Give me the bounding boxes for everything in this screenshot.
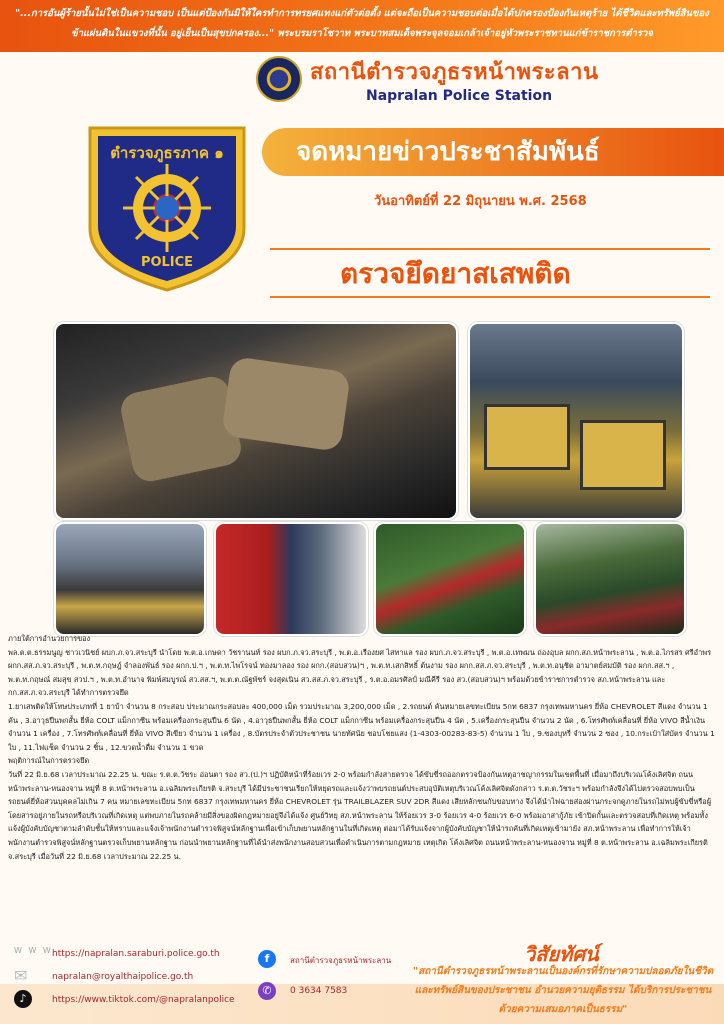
photo-red-suv-at-station	[214, 522, 368, 636]
headline: ตรวจยึดยาสเสพติด	[340, 257, 571, 290]
facebook-icon: f	[258, 950, 276, 968]
phone-icon: ✆	[258, 982, 276, 1000]
quote-line-2: ข้าแผ่นดินในแขวงที่นั้น อยู่เย็นเป็นสุขปกครอง..." พระบรมราโชวาท พระบาทสมเด็จพระจุลจอมเกล้าเจ้าอยู่หัวพระราชทานแก่ข้าราชการตำรวจ	[71, 28, 653, 39]
email-link[interactable]: napralan@royalthaipolice.go.th	[52, 972, 194, 982]
vision-statement	[404, 962, 722, 1019]
article-circumstances: วันที่ 22 มิ.ย.68 เวลาประมาณ 22.25 น. ขณะ ร.ต.ต.วัชระ อ่อนตา รอง สว.(ป.)ฯ ปฏิบัติหน้าที่ร้อยเวร 2-0 พร้อมกำลังสายตรวจ ได้ขับขี่รถออกตรวจป้องกันเหตุอาชญากรรมในเขตพื้นที่ เมื่อมาถึงบริเวณโค้งเลิศจิต ถนนหน้าพระลาน-หนองจาน หมู่ที่ 8 ต.หน้าพระลาน อ.เฉลิมพระเกียรติ จ.สระบุรี ได้มีประชาชนเรียกให้หยุดรถและแจ้งว่าพบรถยนต์ประสบอุบัติเหตุบริเวณโค้งเลิศจิตดังกล่าว ร.ต.ต.วัชระฯ พร้อมกำลังจึงได้ไปตรวจสอบพบเป็น รถยนต์ยี่ห้อส่วนบุคคลไม่เกิน 7 คน หมายเลขทะเบียน 5กท 6837 กรุงเทพมหานคร ยี่ห้อ CHEVROLET รุ่น TRAILBLAZER SUV 2DR สีแดง เสียหลักชนกับขอบทาง จึงได้นำไฟฉายส่องผ่านกระจกดูภายในรถไม่พบผู้ขับขี่หรือผู้โดยสารอยู่ภายในรถหรือบริเวณที่เกิดเหตุ แต่พบภายในรถคล้ายมีสิ่งของผิดกฎหมายอยู่จึงได้แจ้ง ศูนย์วิทยุ สภ.หน้าพระลาน ให้ร้อยเวร 3-0 ร้อยเวร 4-0 ร้อยเวร 6-0 พร้อมอาสากู้ภัย เข้าปิดกั้นและตรวจสอบที่เกิดเหตุ พร้อมทั้งแจ้งผู้บังคับบัญชาตามลำดับชั้นให้ทราบและแจ้งเจ้าพนักงานตำรวจพิสูจน์หลักฐานเพื่อเข้าเก็บพยานหลักฐานในที่เกิดเหตุ ต่อมาได้รับแจ้งจากผู้บังคับบัญชาให้นำรถคันที่เกิดเหตุเข้ามายัง สภ.หน้าพระลาน เพื่อทำการให้เจ้าพนักงานตำรวจพิสูจน์หลักฐานตรวจเก็บพยานหลักฐาน ก่อนนำพยานหลักฐานที่ได้นำส่งพนักงานสอบสวนเพื่อดำเนินการตามกฎหมาย เหตุเกิด โค้งเลิศจิต ถนนหน้าพระลาน-หนองจาน หมู่ที่ 8 ต.หน้าพระลาน อ.เฉลิมพระเกียรติ จ.สระบุรี เมื่อวันที่ 22 มิ.ย.68 เวลาประมาณ 22.25 น.	[8, 769, 712, 861]
station-name-thai: สถานีตำรวจภูธรหน้าพระลาน	[310, 60, 599, 85]
newsletter-title: จดหมายข่าวประชาสัมพันธ์	[296, 137, 600, 167]
badge-region-text: ตำรวจภูธรภาค ๑	[110, 144, 224, 162]
article-circumstances-heading: พฤติการณ์ในการตรวจยึด	[8, 756, 90, 766]
publish-date: วันอาทิตย์ที่ 22 มิถุนายน พ.ศ. 2568	[374, 194, 587, 209]
tiktok-icon: ♪	[14, 990, 32, 1008]
mail-icon: ✉	[14, 966, 28, 985]
article-officers: พล.ต.ต.ธรรมนูญ ชาวเวนิชย์ ผบก.ภ.จว.สระบุรี นำโดย พ.ต.อ.เกษดา วัชรานนท์ รอง ผบก.ภ.จว.สระบุรี , พ.ต.อ.เรืองยศ ไสทาแล รอง ผบก.ภ.จว.สระบุรี , พ.ต.อ.เทพมน ถ่องอุบล ผกก.สภ.หน้าพระลาน , พ.ต.อ.ไกรสร ศรีอำพร ผกก.สส.ภ.จว.สระบุรี , พ.ต.ท.กฤษฎ์ จำลองพันธ์ รอง ผกก.ป.ฯ , พ.ต.ท.ไพโรจน์ ทองมาลอง รอง ผกก.(สอบสวน)ฯ , พ.ต.ท.เสกสิทธิ์ ต้นงาม รอง ผกก.สส.ภ.จว.สระบุรี , พ.ต.ท.อนุชิต อามาตย์สมบัติ รอง ผกก.สส.ฯ , พ.ต.ท.กฤษณ์ สมสุข สวป.ฯ , พ.ต.ท.อำนาจ พิมพ์สมบูรณ์ สว.สส.ฯ, พ.ต.ต.ณัฐพัชร์ จงสุดเนิน สว.สส.ภ.จว.สระบุรี , ร.ต.อ.อมรศิลป์ มณีคีรี รอง สว.(สอบสวน)ฯ พร้อมด้วยข้าราชการตำรวจ สภ.หน้าพระลาน และ กก.สส.ภ.จว.สระบุรี ได้ทำการตรวจยึด	[8, 647, 712, 698]
tiktok-link[interactable]: https://www.tiktok.com/@napralanpolice	[52, 995, 235, 1005]
quote-line-1: "...การอันผู้ร้ายนั้นไม่ใช่เป็นความชอบ เป็นแต่ป้องกันมิให้ใครทำการทรยศแทงแก่ตัวต่อตั้ง แต่จะถือเป็นความชอบต่อเมื่อได้ปกครองป้องกันเหตุร้าย ได้ชีวิตและทรัพย์สินของ	[15, 8, 709, 19]
badge-police-text: POLICE	[140, 255, 194, 270]
vision-line-3: ด้วยความเสมอภาคเป็นธรรม"	[498, 1004, 628, 1015]
photo-officers-counting-drugs	[468, 322, 684, 520]
article-intro: ภายใต้การอำนวยการของ	[8, 634, 91, 643]
royal-quote	[10, 4, 714, 44]
photo-crashed-car-in-ditch	[374, 522, 526, 636]
facebook-link[interactable]: สถานีตำรวจภูธรหน้าพระลาน	[290, 956, 392, 965]
vision-title: วิสัยทัศน์	[524, 942, 599, 966]
phone-number: 0 3634 7583	[290, 986, 348, 996]
article-seized-items: 1.ยาเสพติดให้โทษประเภทที่ 1 ยาบ้า จำนวน 8 กระสอบ ประมาณกระสอบละ 400,000 เม็ด รวมประมาณ 3,200,000 เม็ด , 2.รถยนต์ คันหมายเลขทะเบียน 5กท 6837 กรุงเทพมหานคร ยี่ห้อ CHEVROLET สีแดง จำนวน 1 คัน , 3.อาวุธปืนพกสั้น ยี่ห้อ COLT แม็กกาซีน พร้อมเครื่องกระสุนปืน 6 นัด , 4.อาวุธปืนพกสั้น ยี่ห้อ COLT แม็กกาซีน พร้อมเครื่องกระสุนปืน 4 นัด , 5.เครื่องกระสุนปืน จำนวน 2 นัด , 6.โทรศัพท์เคลื่อนที่ ยี่ห้อ VIVO สีน้ำเงิน จำนวน 1 เครื่อง , 7.โทรศัพท์เคลื่อนที่ ยี่ห้อ VIVO สีเขียว จำนวน 1 เครื่อง , 8.บัตรประจำตัวประชาชน นายทัศนัย ชอบโชยแสง (1-4303-00283-83-5) จำนวน 1 ใบ , 9.ซองบุหรี่ จำนวน 2 ซอง , 10.กระเป๋าใส่บัตร จำนวน 1 ใบ , 11.ไฟแช็ค จำนวน 2 ชิ้น , 12.ขวดน้ำดื่ม จำนวน 1 ขวด	[8, 701, 715, 752]
photo-drug-packages-on-floor	[54, 522, 206, 636]
photo-drug-sacks-in-car	[54, 322, 458, 520]
www-icon: W W W	[14, 946, 53, 955]
vision-line-1: "สถานีตำรวจภูธรหน้าพระลานเป็นองค์กรที่รักษาความปลอดภัยในชีวิต	[412, 966, 714, 977]
photo-crash-site-trees	[534, 522, 686, 636]
vision-line-2: และทรัพย์สินของประชาชน อำนวยความยุติธรรม ได้บริการประชาชน	[414, 985, 712, 996]
police-badge-icon	[82, 118, 252, 294]
police-crest-icon	[256, 56, 302, 102]
station-name-english: Napralan Police Station	[366, 88, 553, 104]
website-link[interactable]: https://napralan.saraburi.police.go.th	[52, 949, 220, 959]
article-body	[8, 632, 716, 863]
